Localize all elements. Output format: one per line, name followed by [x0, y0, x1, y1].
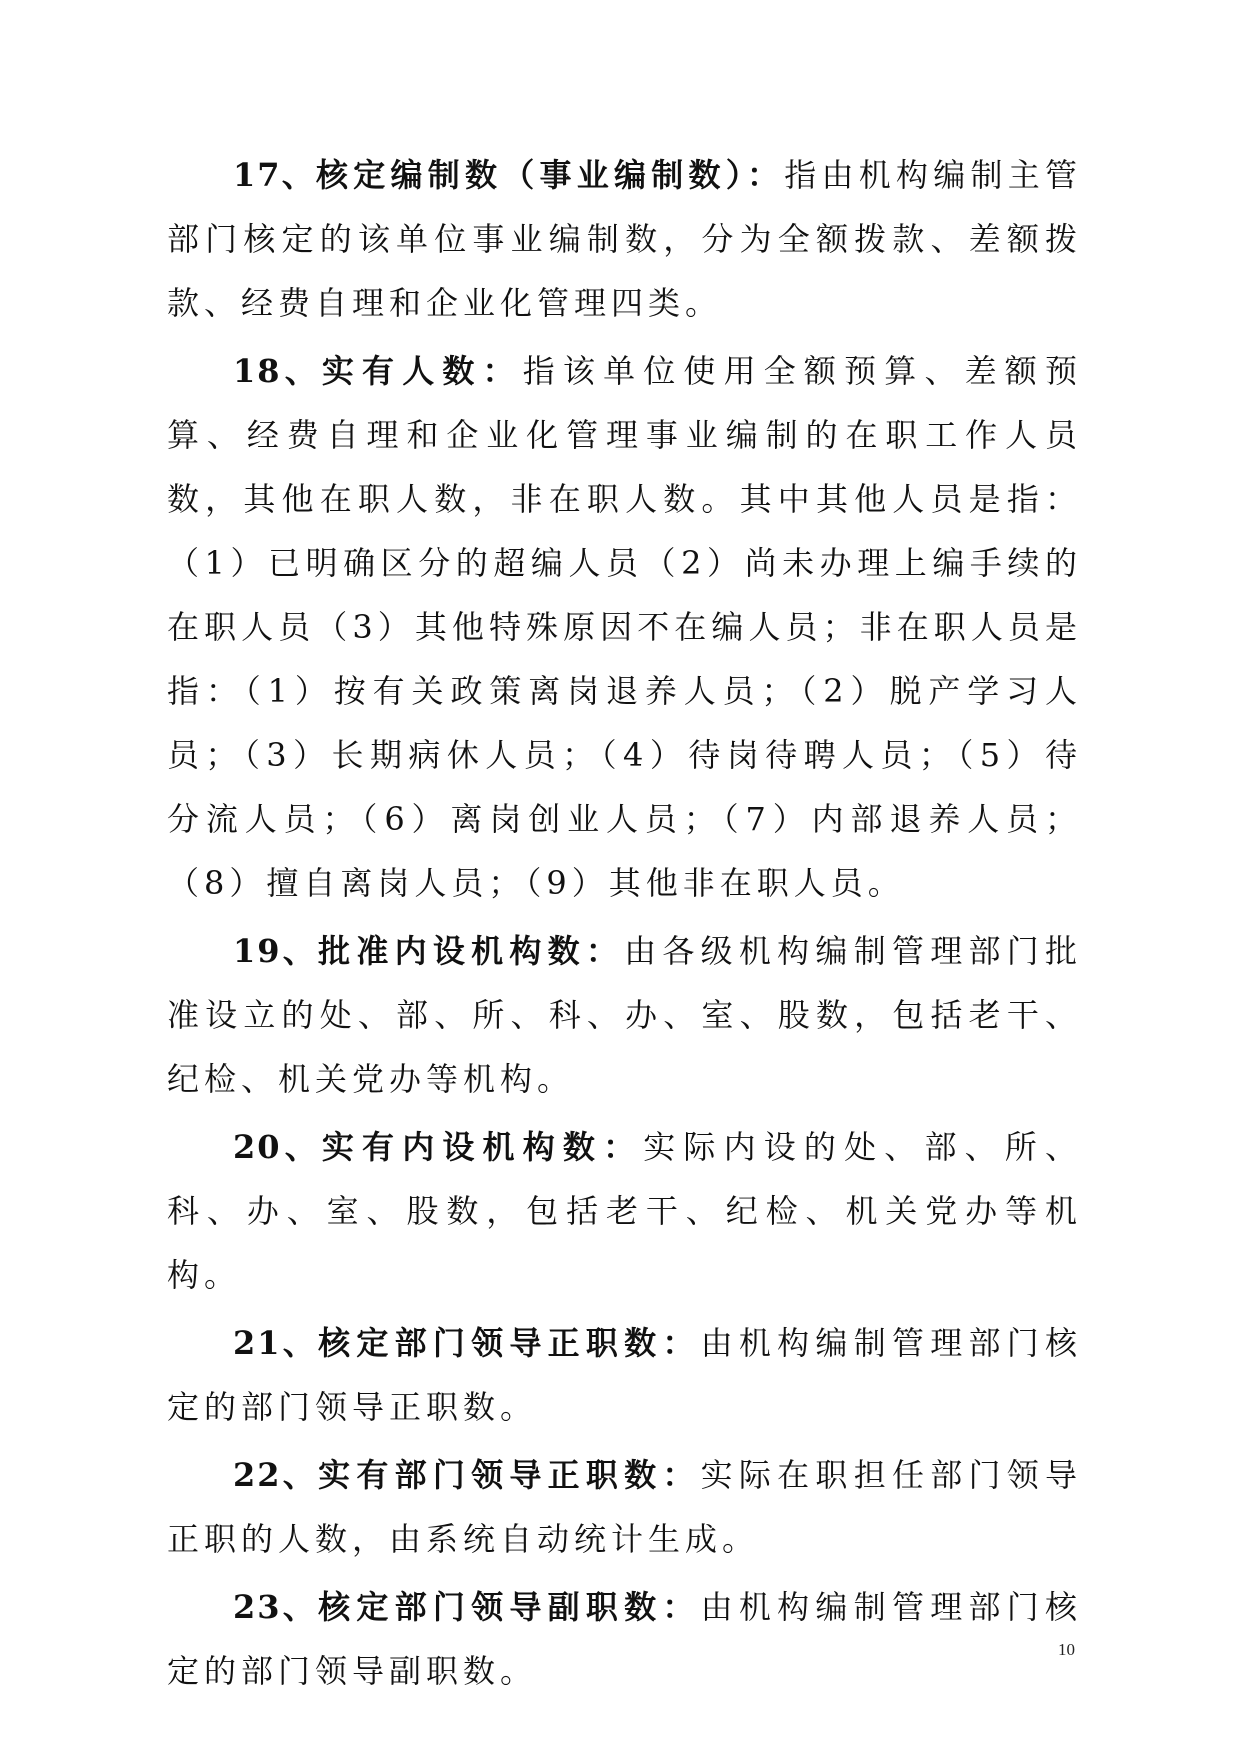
item-definition: 由机构编制管理部门核定的部门领导副职数。: [167, 1588, 1082, 1690]
definition-item-20: [167, 1115, 1082, 1307]
definition-item-19: [167, 919, 1082, 1111]
item-term: 实有部门领导正职数：: [318, 1456, 701, 1494]
item-number: 18、: [233, 352, 322, 390]
definition-item-23: [167, 1575, 1082, 1703]
item-number: 20、: [233, 1128, 322, 1166]
item-number: 17、: [233, 156, 317, 194]
item-term: 核定部门领导正职数：: [318, 1324, 701, 1362]
definition-item-21: [167, 1311, 1082, 1439]
item-definition: 实际在职担任部门领导正职的人数，由系统自动统计生成。: [167, 1456, 1082, 1558]
item-term: 实有内设机构数：: [321, 1128, 644, 1166]
definition-item-17: [167, 143, 1082, 335]
item-term: 实有人数：: [321, 352, 523, 390]
item-definition: 实际内设的处、部、所、科、办、室、股数，包括老干、纪检、机关党办等机构。: [167, 1128, 1082, 1294]
item-definition: 指该单位使用全额预算、差额预算、经费自理和企业化管理事业编制的在职工作人员数，其他在职人数，非在职人数。其中其他人员是指：（1）已明确区分的超编人员（2）尚未办理上编手续的在职人员（3）其他特殊原因不在编人员；非在职人员是指：（1）按有关政策离岗退养人员；（2）脱产学习人员；（3）长期病休人员；（4）待岗待聘人员；（5）待分流人员；（6）离岗创业人员；（7）内部退养人员；（8）擅自离岗人员；（9）其他非在职人员。: [167, 352, 1082, 902]
item-number: 22、: [233, 1456, 319, 1494]
item-term: 核定编制数（事业编制数）：: [316, 156, 785, 194]
definition-item-22: [167, 1443, 1082, 1571]
item-number: 19、: [233, 932, 319, 970]
item-definition: 由各级机构编制管理部门批准设立的处、部、所、科、办、室、股数，包括老干、纪检、机关党办等机构。: [167, 932, 1082, 1098]
item-term: 核定部门领导副职数：: [318, 1588, 701, 1626]
document-body: [167, 143, 1082, 1707]
definition-item-18: [167, 339, 1082, 915]
item-definition: 指由机构编制主管部门核定的该单位事业编制数，分为全额拨款、差额拨款、经费自理和企业化管理四类。: [167, 156, 1082, 322]
item-number: 21、: [233, 1324, 319, 1362]
page-number: 10: [1058, 1640, 1075, 1659]
item-definition: 由机构编制管理部门核定的部门领导正职数。: [167, 1324, 1082, 1426]
item-term: 批准内设机构数：: [318, 932, 625, 970]
item-number: 23、: [233, 1588, 319, 1626]
